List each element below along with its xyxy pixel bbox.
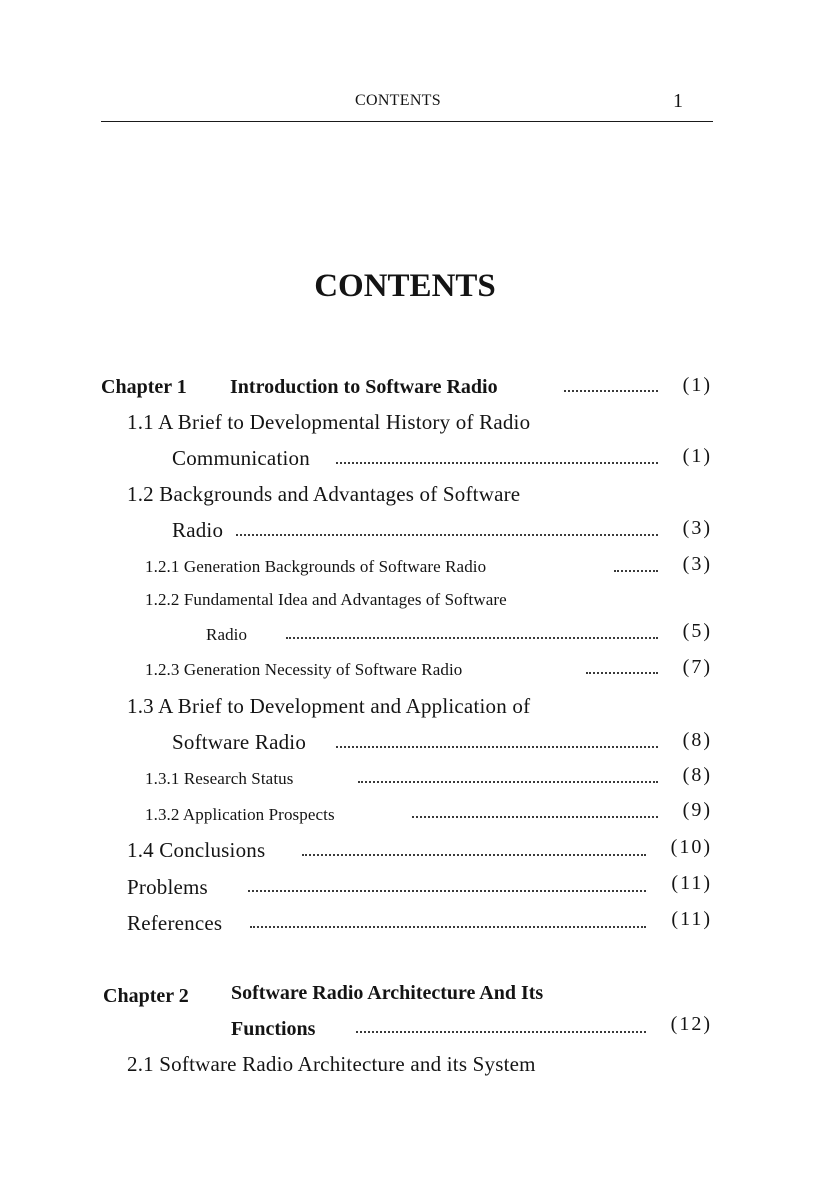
chapter-label: Chapter 2	[103, 985, 189, 1007]
page-reference: (1)	[682, 374, 712, 396]
section-title-continued: Communication	[172, 446, 310, 470]
subsection-title-continued: Radio	[206, 625, 248, 644]
page-number: 1	[673, 90, 683, 112]
section-title-continued: Software Radio	[172, 730, 307, 754]
running-header-title: CONTENTS	[355, 92, 441, 109]
dot-leader	[358, 781, 658, 783]
dot-leader	[236, 534, 658, 536]
subsection-title: 1.3.2 Application Prospects	[145, 805, 335, 824]
section-title: 2.1 Software Radio Architecture and its System	[127, 1052, 536, 1076]
dot-leader	[286, 637, 658, 639]
subsection-title: 1.2.3 Generation Necessity of Software Radio	[145, 660, 463, 679]
dot-leader	[336, 746, 658, 748]
page-reference: (11)	[671, 908, 712, 930]
dot-leader	[336, 462, 658, 464]
dot-leader	[586, 672, 658, 674]
chapter-title: Software Radio Architecture And Its	[231, 982, 544, 1004]
page-reference: (9)	[682, 799, 712, 821]
subsection-title: 1.3.1 Research Status	[145, 769, 294, 788]
page-reference: (7)	[682, 656, 712, 678]
section-title: 1.2 Backgrounds and Advantages of Software	[127, 482, 521, 506]
page-reference: (11)	[671, 872, 712, 894]
page-reference: (8)	[682, 729, 712, 751]
page-reference: (3)	[682, 517, 712, 539]
section-title: References	[127, 911, 223, 935]
page-reference: (10)	[670, 836, 712, 858]
dot-leader	[250, 926, 646, 928]
header-rule	[101, 121, 713, 122]
page-reference: (3)	[682, 553, 712, 575]
page-reference: (5)	[682, 620, 712, 642]
page-reference: (12)	[670, 1013, 712, 1035]
dot-leader	[412, 816, 658, 818]
dot-leader	[248, 890, 646, 892]
subsection-title: 1.2.1 Generation Backgrounds of Software Radio	[145, 557, 487, 576]
section-title: 1.4 Conclusions	[127, 838, 266, 862]
chapter-label: Chapter 1	[101, 376, 187, 398]
chapter-title-continued: Functions	[231, 1018, 316, 1040]
dot-leader	[564, 390, 658, 392]
page-title: CONTENTS	[314, 268, 496, 304]
section-title: 1.3 A Brief to Development and Application of	[127, 694, 531, 718]
dot-leader	[302, 854, 646, 856]
page-reference: (1)	[682, 445, 712, 467]
dot-leader	[614, 570, 658, 572]
chapter-title: Introduction to Software Radio	[230, 376, 498, 398]
section-title: Problems	[127, 875, 208, 899]
section-title-continued: Radio	[172, 518, 224, 542]
subsection-title: 1.2.2 Fundamental Idea and Advantages of Software	[145, 590, 507, 609]
section-title: 1.1 A Brief to Developmental History of Radio	[127, 410, 531, 434]
page-reference: (8)	[682, 764, 712, 786]
dot-leader	[356, 1031, 646, 1033]
